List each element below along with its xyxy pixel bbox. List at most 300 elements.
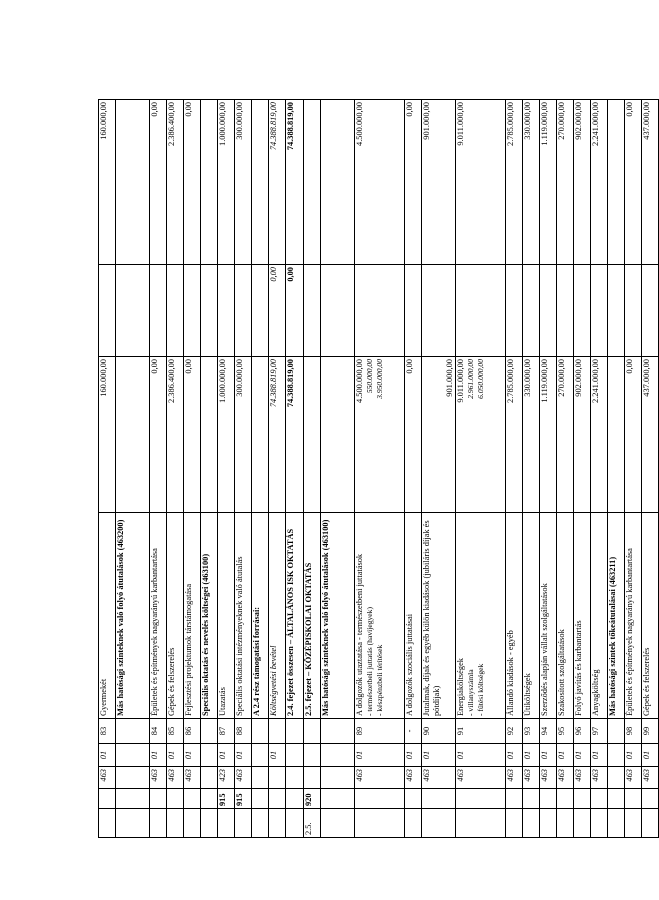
economic-class-cell: 463 <box>456 767 506 789</box>
description-cell <box>422 513 456 719</box>
source-code-cell: 01 <box>625 744 642 767</box>
position-number-cell: 85 <box>167 719 184 744</box>
other-source-cell <box>116 265 150 357</box>
other-source-cell <box>625 265 642 357</box>
total-cell: 74.388.819,00 <box>286 100 304 265</box>
table-row <box>523 100 540 838</box>
source-code-cell: 01 <box>99 744 116 767</box>
table-row <box>150 100 167 838</box>
total-cell <box>252 100 269 265</box>
other-source-cell <box>557 265 574 357</box>
total-cell: 270.000,00 <box>557 100 574 265</box>
section-number-cell <box>608 809 625 838</box>
amount-value: 2.386.400,00 <box>167 359 176 403</box>
total-cell: 0,00 <box>405 100 422 265</box>
total-cell: 437.000,00 <box>642 100 659 265</box>
description-cell <box>355 513 405 719</box>
position-number-cell <box>304 719 321 744</box>
economic-class-cell: 463 <box>150 767 167 789</box>
other-source-cell <box>304 265 321 357</box>
amount-cell <box>540 357 557 513</box>
function-code-cell <box>456 789 506 809</box>
total-cell: 902.000,00 <box>574 100 591 265</box>
description-text: Gyermekét <box>99 678 108 716</box>
function-code-cell <box>625 789 642 809</box>
total-cell <box>201 100 218 265</box>
amount-value: 160.000,00 <box>99 359 108 397</box>
section-number-cell <box>201 809 218 838</box>
function-code-cell: 915 <box>235 789 252 809</box>
function-code-cell <box>422 789 456 809</box>
section-number-cell <box>642 809 659 838</box>
source-code-cell: 01 <box>642 744 659 767</box>
economic-class-cell: 463 <box>405 767 422 789</box>
description-text: Más hatósági szintek tőkeátutalásai (463211) <box>608 556 617 716</box>
economic-class-cell: 423 <box>218 767 235 789</box>
total-cell: 330.000,00 <box>523 100 540 265</box>
amount-cell <box>286 357 304 513</box>
total-cell: 1.119.000,00 <box>540 100 557 265</box>
position-number-cell <box>286 719 304 744</box>
table-row <box>642 100 659 838</box>
function-code-cell <box>405 789 422 809</box>
source-code-cell: 01 <box>422 744 456 767</box>
other-source-cell <box>405 265 422 357</box>
description-text: Más hatósági szinteknek való folyó átutalások (463100) <box>321 519 330 716</box>
section-number-cell <box>150 809 167 838</box>
economic-class-cell: 463 <box>355 767 405 789</box>
amount-value: 1.000.000,00 <box>218 359 227 403</box>
amount-cell <box>625 357 642 513</box>
other-source-cell <box>422 265 456 357</box>
economic-class-cell: 463 <box>99 767 116 789</box>
section-number-cell <box>405 809 422 838</box>
source-code-cell: 01 <box>150 744 167 767</box>
description-text: Folyó javítás és karbantartás <box>574 620 583 716</box>
economic-class-cell: 463 <box>591 767 608 789</box>
amount-value: 1.119.000,00 <box>540 359 549 403</box>
other-source-cell <box>321 265 355 357</box>
function-code-cell <box>269 789 286 809</box>
amount-value: 0,00 <box>150 359 159 374</box>
function-code-cell <box>252 789 269 809</box>
description-text: Szakosított szolgáltatások <box>557 629 566 716</box>
table-row <box>252 100 269 838</box>
amount-value: 437.000,00 <box>642 359 651 397</box>
description-cell <box>405 513 422 719</box>
amount-value: 74.388.819,00 <box>269 359 278 408</box>
position-number-cell <box>252 719 269 744</box>
source-code-cell <box>116 744 150 767</box>
other-source-cell <box>642 265 659 357</box>
section-number-cell <box>540 809 557 838</box>
table-row <box>625 100 642 838</box>
table-row <box>540 100 557 838</box>
amount-cell <box>99 357 116 513</box>
description-cell <box>523 513 540 719</box>
description-cell <box>286 513 304 719</box>
section-number-cell <box>286 809 304 838</box>
description-cell <box>608 513 625 719</box>
description-text: Fejlesztési projektumok társtámogatása <box>184 583 193 716</box>
total-cell: 0,00 <box>625 100 642 265</box>
function-code-cell <box>286 789 304 809</box>
description-cell <box>184 513 201 719</box>
section-number-cell <box>252 809 269 838</box>
description-subitem: - villanyszámla <box>466 669 475 716</box>
function-code-cell <box>150 789 167 809</box>
position-number-cell: 95 <box>557 719 574 744</box>
description-cell <box>235 513 252 719</box>
description-text: Útiköltségek <box>523 673 532 716</box>
description-text: Speciális oktatási intézményeknek való átutalás <box>235 556 244 716</box>
amount-cell <box>642 357 659 513</box>
description-text: Speciális oktatás és nevelés költségei (463100) <box>201 553 210 716</box>
description-cell <box>201 513 218 719</box>
section-number-cell <box>355 809 405 838</box>
other-source-cell <box>252 265 269 357</box>
total-cell: 4.500.000,00 <box>355 100 405 265</box>
amount-value: 0,00 <box>625 359 634 374</box>
source-code-cell <box>608 744 625 767</box>
amount-cell <box>557 357 574 513</box>
section-number-cell <box>99 809 116 838</box>
amount-value: 9.011.000,00 <box>456 359 465 403</box>
economic-class-cell <box>201 767 218 789</box>
economic-class-cell: 463 <box>625 767 642 789</box>
source-code-cell: 01 <box>405 744 422 767</box>
amount-cell <box>591 357 608 513</box>
economic-class-cell: 463 <box>506 767 523 789</box>
economic-class-cell <box>116 767 150 789</box>
total-cell: 74.388.819,00 <box>269 100 286 265</box>
position-number-cell: 98 <box>625 719 642 744</box>
amount-subvalue: 6.050.000,00 <box>476 359 485 399</box>
amount-cell <box>252 357 269 513</box>
total-cell: 2.386.400,00 <box>167 100 184 265</box>
economic-class-cell: 463 <box>184 767 201 789</box>
source-code-cell: 01 <box>167 744 184 767</box>
other-source-cell: 0,00 <box>269 265 286 357</box>
amount-cell <box>608 357 625 513</box>
table-row <box>405 100 422 838</box>
section-number-cell <box>218 809 235 838</box>
description-cell <box>150 513 167 719</box>
amount-cell <box>422 357 456 513</box>
economic-class-cell: 463 <box>642 767 659 789</box>
other-source-cell <box>218 265 235 357</box>
function-code-cell <box>116 789 150 809</box>
amount-value: 0,00 <box>184 359 193 374</box>
description-text: A dolgozók szociális juttatásai <box>405 613 414 716</box>
section-number-cell <box>235 809 252 838</box>
table-row <box>355 100 405 838</box>
total-cell: 0,00 <box>150 100 167 265</box>
other-source-cell <box>184 265 201 357</box>
economic-class-cell <box>608 767 625 789</box>
source-code-cell: 01 <box>506 744 523 767</box>
description-cell <box>591 513 608 719</box>
amount-value: 2.241.000,00 <box>591 359 600 403</box>
amount-cell <box>321 357 355 513</box>
table-row <box>591 100 608 838</box>
function-code-cell <box>184 789 201 809</box>
economic-class-cell: 463 <box>235 767 252 789</box>
source-code-cell <box>321 744 355 767</box>
amount-cell <box>235 357 252 513</box>
amount-value: 901.000,00 <box>445 359 454 397</box>
function-code-cell <box>591 789 608 809</box>
section-number-cell <box>184 809 201 838</box>
table-row <box>116 100 150 838</box>
description-cell <box>540 513 557 719</box>
economic-class-cell: 463 <box>523 767 540 789</box>
section-number-cell <box>116 809 150 838</box>
description-text: Költségvetési bevétel <box>269 645 278 716</box>
description-cell <box>506 513 523 719</box>
description-text: Gépek és felszerelés <box>167 647 176 716</box>
description-cell <box>167 513 184 719</box>
amount-subvalue: 550.000,00 <box>365 359 374 394</box>
section-number-cell <box>591 809 608 838</box>
table-row <box>422 100 456 838</box>
amount-cell <box>456 357 506 513</box>
other-source-cell <box>608 265 625 357</box>
function-code-cell <box>201 789 218 809</box>
section-number-cell <box>625 809 642 838</box>
position-number-cell: 90 <box>422 719 456 744</box>
description-cell <box>304 513 321 719</box>
budget-table-body <box>99 100 659 838</box>
description-text: Épületek és építmények nagyarányú karbantartása <box>625 548 634 716</box>
position-number-cell: 88 <box>235 719 252 744</box>
description-subitem: - készpénzbeli térítések <box>375 644 384 716</box>
function-code-cell <box>506 789 523 809</box>
section-number-cell <box>456 809 506 838</box>
amount-cell <box>355 357 405 513</box>
source-code-cell: 01 <box>456 744 506 767</box>
amount-subvalue: 3.950.000,00 <box>375 359 384 399</box>
position-number-cell <box>608 719 625 744</box>
economic-class-cell <box>321 767 355 789</box>
amount-value: 330.000,00 <box>523 359 532 397</box>
position-number-cell: 84 <box>150 719 167 744</box>
other-source-cell <box>540 265 557 357</box>
table-row <box>167 100 184 838</box>
source-code-cell: 01 <box>355 744 405 767</box>
amount-value: 902.000,00 <box>574 359 583 397</box>
economic-class-cell: 463 <box>557 767 574 789</box>
function-code-cell <box>574 789 591 809</box>
source-code-cell: 01 <box>218 744 235 767</box>
source-code-cell: 01 <box>557 744 574 767</box>
other-source-cell <box>235 265 252 357</box>
amount-value: 2.785.000,00 <box>506 359 515 403</box>
economic-class-cell: 463 <box>422 767 456 789</box>
description-text: Jutalmak, díjak és egyéb külön kiadások (jubiláris díjak és pótdíjak) <box>422 520 441 716</box>
source-code-cell: 01 <box>574 744 591 767</box>
amount-subvalue: 2.961.000,00 <box>466 359 475 399</box>
total-cell: 2.241.000,00 <box>591 100 608 265</box>
function-code-cell <box>167 789 184 809</box>
amount-cell <box>574 357 591 513</box>
source-code-cell: 01 <box>235 744 252 767</box>
economic-class-cell <box>286 767 304 789</box>
total-cell: 160.000,00 <box>99 100 116 265</box>
source-code-cell <box>201 744 218 767</box>
source-code-cell <box>304 744 321 767</box>
economic-class-cell: 463 <box>167 767 184 789</box>
function-code-cell <box>321 789 355 809</box>
table-row <box>99 100 116 838</box>
rotated-budget-table-container <box>98 100 651 838</box>
position-number-cell: - <box>405 719 422 744</box>
description-text: Állandó kiadások - egyéb <box>506 630 515 716</box>
total-cell: 1.000.000,00 <box>218 100 235 265</box>
position-number-cell: 91 <box>456 719 506 744</box>
source-code-cell: 01 <box>269 744 286 767</box>
other-source-cell <box>506 265 523 357</box>
economic-class-cell: 463 <box>540 767 557 789</box>
total-cell: 901.000,00 <box>422 100 456 265</box>
position-number-cell: 99 <box>642 719 659 744</box>
section-number-cell: 2.5. <box>304 809 321 838</box>
amount-cell <box>506 357 523 513</box>
table-row <box>218 100 235 838</box>
description-cell <box>625 513 642 719</box>
description-text: Gépek és felszerelés <box>642 647 651 716</box>
table-row <box>235 100 252 838</box>
amount-cell <box>201 357 218 513</box>
other-source-cell <box>99 265 116 357</box>
table-row <box>304 100 321 838</box>
section-number-cell <box>269 809 286 838</box>
total-cell: 9.011.000,00 <box>456 100 506 265</box>
other-source-cell <box>456 265 506 357</box>
section-number-cell <box>523 809 540 838</box>
table-row <box>456 100 506 838</box>
position-number-cell: 97 <box>591 719 608 744</box>
economic-class-cell: 463 <box>574 767 591 789</box>
description-text: A dolgozók utaztatása - természetbeni juttatások <box>355 553 364 716</box>
description-cell <box>252 513 269 719</box>
position-number-cell: 92 <box>506 719 523 744</box>
function-code-cell <box>642 789 659 809</box>
position-number-cell: 86 <box>184 719 201 744</box>
description-text: Épületek és építmények nagyarányú karbantartása <box>150 548 159 716</box>
description-text: 2.5. fejezet – KÖZÉPISKOLAI OKTATÁS <box>304 562 313 716</box>
position-number-cell <box>321 719 355 744</box>
description-cell <box>269 513 286 719</box>
economic-class-cell <box>304 767 321 789</box>
amount-cell <box>304 357 321 513</box>
amount-value: 4.500.000,00 <box>355 359 364 403</box>
section-number-cell <box>167 809 184 838</box>
amount-value: 74.388.819,00 <box>286 359 295 408</box>
section-number-cell <box>574 809 591 838</box>
source-code-cell <box>252 744 269 767</box>
amount-cell <box>184 357 201 513</box>
section-number-cell <box>506 809 523 838</box>
description-cell <box>218 513 235 719</box>
source-code-cell <box>286 744 304 767</box>
total-cell: 300.000,00 <box>235 100 252 265</box>
amount-value: 270.000,00 <box>557 359 566 397</box>
description-text: Energiaköltségek <box>456 658 465 716</box>
total-cell <box>304 100 321 265</box>
source-code-cell: 01 <box>184 744 201 767</box>
table-row <box>201 100 218 838</box>
amount-cell <box>269 357 286 513</box>
total-cell <box>321 100 355 265</box>
description-text: Utazatás <box>218 687 227 716</box>
table-row <box>184 100 201 838</box>
section-number-cell <box>422 809 456 838</box>
function-code-cell <box>540 789 557 809</box>
position-number-cell <box>269 719 286 744</box>
table-row <box>286 100 304 838</box>
position-number-cell: 93 <box>523 719 540 744</box>
other-source-cell <box>201 265 218 357</box>
position-number-cell: 83 <box>99 719 116 744</box>
table-row <box>321 100 355 838</box>
other-source-cell <box>523 265 540 357</box>
economic-class-cell <box>269 767 286 789</box>
position-number-cell: 96 <box>574 719 591 744</box>
other-source-cell: 0,00 <box>286 265 304 357</box>
total-cell <box>116 100 150 265</box>
amount-cell <box>523 357 540 513</box>
function-code-cell <box>355 789 405 809</box>
other-source-cell <box>591 265 608 357</box>
description-cell <box>116 513 150 719</box>
budget-table <box>98 99 659 838</box>
description-cell <box>557 513 574 719</box>
amount-cell <box>150 357 167 513</box>
position-number-cell <box>116 719 150 744</box>
description-subitem: - fűtési költségek <box>476 663 485 716</box>
function-code-cell <box>523 789 540 809</box>
function-code-cell <box>99 789 116 809</box>
description-cell <box>456 513 506 719</box>
amount-cell <box>218 357 235 513</box>
function-code-cell: 915 <box>218 789 235 809</box>
description-text: A 2.4 rész támogatási forrásai: <box>252 606 261 716</box>
table-row <box>506 100 523 838</box>
total-cell <box>608 100 625 265</box>
position-number-cell: 87 <box>218 719 235 744</box>
position-number-cell: 94 <box>540 719 557 744</box>
table-row <box>557 100 574 838</box>
total-cell: 0,00 <box>184 100 201 265</box>
function-code-cell <box>557 789 574 809</box>
section-number-cell <box>321 809 355 838</box>
table-row <box>269 100 286 838</box>
table-row <box>608 100 625 838</box>
description-text: Más hatósági szinteknek való folyó átutalások (463200) <box>116 519 125 716</box>
source-code-cell: 01 <box>540 744 557 767</box>
function-code-cell: 920 <box>304 789 321 809</box>
source-code-cell: 01 <box>523 744 540 767</box>
description-cell <box>321 513 355 719</box>
amount-value: 0,00 <box>405 359 414 374</box>
description-text: Anyagköltség <box>591 669 600 716</box>
description-cell <box>574 513 591 719</box>
position-number-cell: 89 <box>355 719 405 744</box>
function-code-cell <box>608 789 625 809</box>
total-cell: 2.785.000,00 <box>506 100 523 265</box>
table-row <box>574 100 591 838</box>
